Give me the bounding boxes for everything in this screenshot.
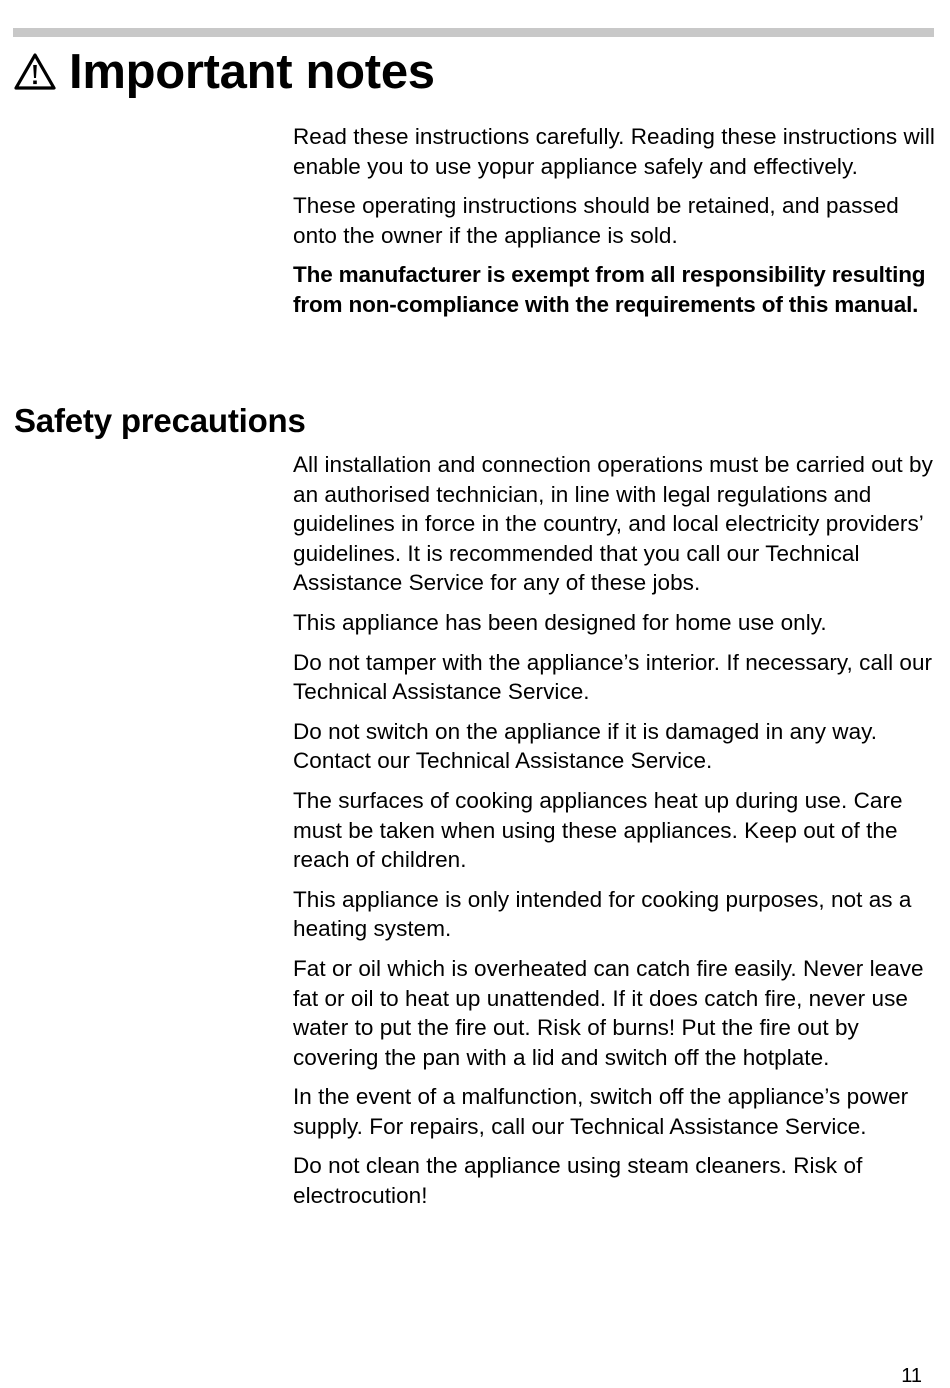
- intro-paragraph: These operating instructions should be retained, and passed onto the owner if the appliance is sold.: [293, 193, 899, 248]
- safety-paragraph: Fat or oil which is overheated can catch fire easily. Never leave fat or oil to heat up unattended. If it does catch fire, never use water to put the fire out. Risk of burns! Put the fire out by covering the pan with a lid and switch off the hotplate.: [293, 955, 924, 1070]
- safety-paragraph: All installation and connection operations must be carried out by an authorised technician, in line with legal regulations and guidelines in force in the country, and local electricity providers’ guidelines. It is recommended that you call our Technical Assistance Service for any of these jobs.: [293, 452, 933, 596]
- warning-triangle-icon: [13, 52, 57, 92]
- safety-section: [293, 450, 936, 1221]
- intro-section: [293, 122, 936, 330]
- safety-paragraph: Do not tamper with the appliance’s interior. If necessary, call our Technical Assistance Service.: [293, 649, 933, 705]
- safety-paragraph: Do not switch on the appliance if it is damaged in any way. Contact our Technical Assistance Service.: [293, 718, 878, 774]
- page-number: 11: [901, 1365, 922, 1387]
- safety-paragraph: In the event of a malfunction, switch off the appliance’s power supply. For repairs, call our Technical Assistance Service.: [293, 1084, 909, 1139]
- section-heading-safety: Safety precautions: [14, 402, 306, 439]
- intro-paragraph: Read these instructions carefully. Reading these instructions will enable you to use yopur appliance safely and effectively.: [293, 124, 935, 179]
- safety-paragraph: This appliance is only intended for cooking purposes, not as a heating system.: [293, 886, 912, 942]
- top-rule: [13, 28, 934, 37]
- page-title: Important notes: [69, 45, 435, 99]
- liability-notice: The manufacturer is exempt from all responsibility resulting from non-compliance with the requirements of this manual.: [293, 262, 926, 317]
- safety-paragraph: Do not clean the appliance using steam cleaners. Risk of electrocution!: [293, 1153, 863, 1209]
- title-row: [13, 44, 435, 100]
- safety-paragraph: This appliance has been designed for home use only.: [293, 609, 827, 635]
- safety-paragraph: The surfaces of cooking appliances heat up during use. Care must be taken when using these appliances. Keep out of the reach of children.: [293, 787, 903, 873]
